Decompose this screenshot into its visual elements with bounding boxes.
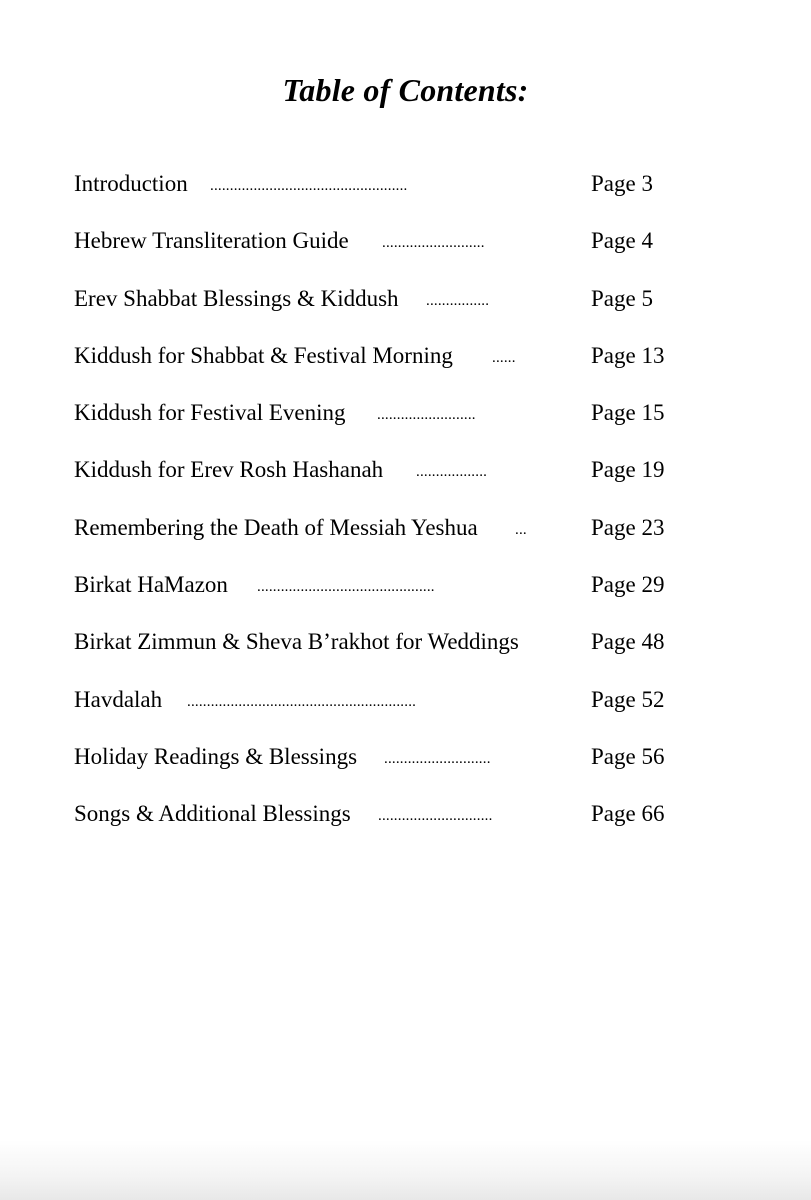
toc-entry-page-number: Page 56 [591, 743, 665, 769]
toc-entry-page-number: Page 13 [591, 342, 665, 368]
toc-entry-page-number: Page 66 [591, 801, 665, 827]
toc-entry [74, 624, 694, 681]
toc-entry [74, 338, 694, 395]
toc-entry-page-number: Page 19 [591, 457, 665, 483]
toc-entry [74, 395, 694, 452]
toc-entry [74, 166, 694, 223]
toc-entry-title: Kiddush for Festival Evening [74, 400, 346, 426]
toc-entry-title: Remembering the Death of Messiah Yeshua [74, 514, 478, 540]
toc-entry-title: Havdalah [74, 686, 163, 712]
dot-leader: ... [515, 521, 527, 538]
toc-entry-page-number: Page 52 [591, 686, 665, 712]
toc-entry [74, 510, 694, 567]
dot-leader: ...... [492, 349, 516, 366]
toc-entry [74, 281, 694, 338]
dot-leader: .......................... [382, 235, 485, 252]
toc-entry-title: Erev Shabbat Blessings & Kiddush [74, 285, 399, 311]
toc-entry-page-number: Page 3 [591, 171, 653, 196]
toc-entry-title: Kiddush for Shabbat & Festival Morning [74, 342, 453, 368]
toc-entry [74, 567, 694, 624]
dot-leader: ............................. [378, 808, 493, 825]
toc-entry-title: Songs & Additional Blessings [74, 801, 351, 827]
toc-entry [74, 452, 694, 509]
toc-entry-page-number: Page 15 [591, 400, 665, 426]
toc-entry-title: Hebrew Transliteration Guide [74, 228, 349, 254]
toc-entry [74, 223, 694, 280]
toc-entry-title: Birkat HaMazon [74, 572, 228, 598]
dot-leader: ........................... [384, 750, 491, 767]
toc-entry-title: Kiddush for Erev Rosh Hashanah [74, 457, 384, 483]
dot-leader: ............................................. [257, 579, 435, 596]
toc-entry-title: Birkat Zimmun & Sheva B’rakhot for Weddings [74, 629, 519, 655]
toc-entry-page-number: Page 23 [591, 514, 665, 540]
dot-leader: ................ [426, 292, 490, 309]
toc-entry-page-number: Page 48 [591, 629, 665, 655]
dot-leader: .................................................. [210, 178, 408, 194]
toc-entry-page-number: Page 5 [591, 285, 653, 311]
page-bottom-shadow [0, 1140, 811, 1200]
toc-entry-page-number: Page 29 [591, 572, 665, 598]
toc-entry [74, 796, 694, 853]
dot-leader: ......................... [377, 407, 476, 424]
toc-entry [74, 682, 694, 739]
dot-leader: .......................................................... [187, 693, 417, 710]
page-title: Table of Contents: [282, 72, 529, 108]
toc-entry-page-number: Page 4 [591, 228, 653, 254]
table-of-contents [74, 166, 694, 854]
toc-entry-title: Holiday Readings & Blessings [74, 743, 358, 769]
dot-leader: .................. [416, 464, 488, 481]
toc-entry [74, 739, 694, 796]
toc-entry-title: Introduction [74, 171, 188, 196]
